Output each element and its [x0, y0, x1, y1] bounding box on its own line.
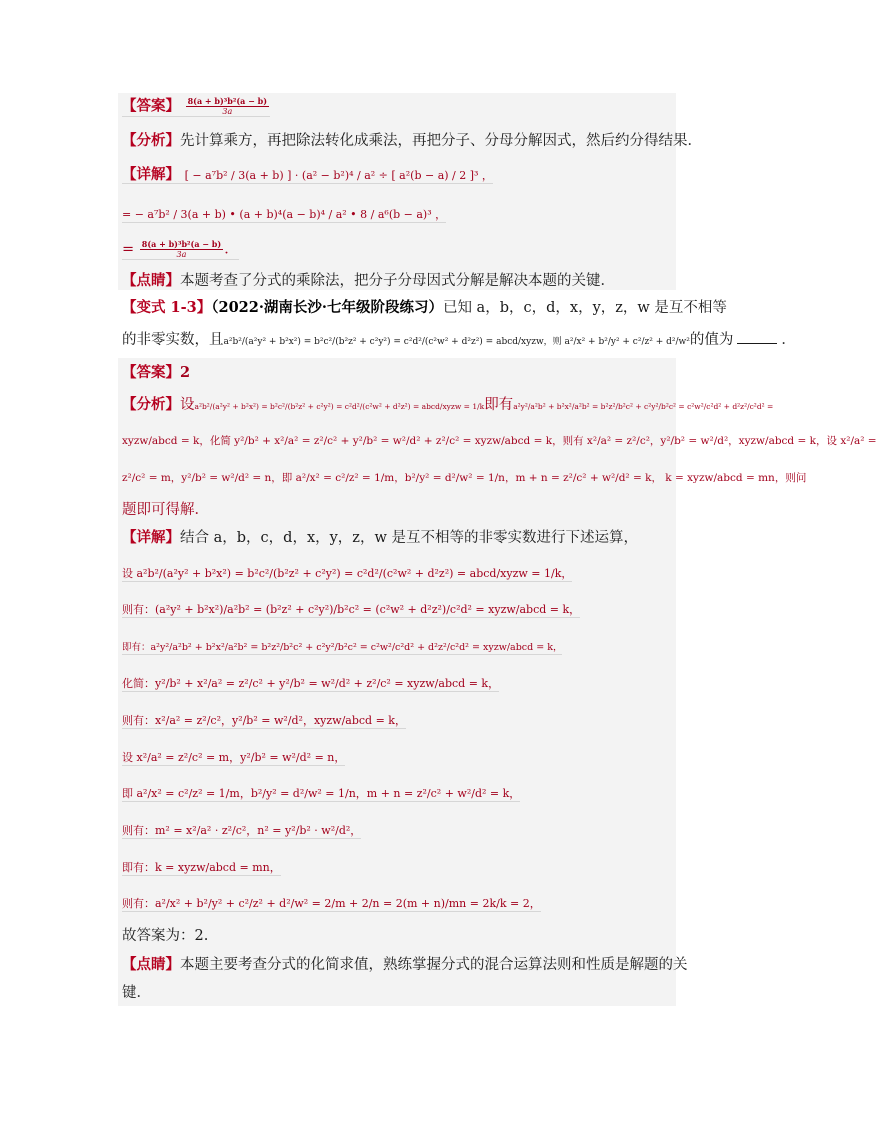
q1-result-fraction: $\frac{\text{8(a + b)³b²(a − b)}}{3a}$	[141, 239, 222, 259]
q2-detail-step4: 化简：y²/b² + x²/a² = z²/c² + y²/b² = w²/d² + z²/c² = xyzw/abcd = k，	[122, 677, 500, 690]
q1-comment-line: 【点睛】本题考查了分式的乘除法，把分子分母因式分解是解决本题的关键．	[122, 272, 615, 289]
q1-detail-step1: 【详解】 [ − a⁷b² / 3(a + b) ] · (a² − b²)⁴ / a² ÷ [ a²(b − a) / 2 ]³ ，	[122, 166, 493, 183]
q1-detail-step3: = $\frac{\text{8(a + b)³b²(a − b)}}{3a}$ ．	[122, 239, 239, 259]
q2-detail-step1: 设 a²b²/(a²y² + b²x²) = b²c²/(b²z² + c²y²) = c²d²/(c²w² + d²z²) = abcd/xyzw = 1/k，	[122, 567, 573, 580]
q2-detail-step2: 则有：(a²y² + b²x²)/a²b² = (b²z² + c²y²)/b²c² = (c²w² + d²z²)/c²d² = xyzw/abcd = k，	[122, 603, 581, 616]
q2-stem-line2: 的非零实数，且a²b²/(a²y² + b²x²) = b²c²/(b²z² + c²y²) = c²d²/(c²w² + d²z²) = abcd/xyzw，则 a²/x² + b²/y² + c²/z² + d²/w²的值为 ．	[122, 332, 796, 348]
q1-detail-step2: = − a⁷b² / 3(a + b) • (a + b)⁴(a − b)⁴ / a² • 8 / a⁶(b − a)³ ，	[122, 208, 447, 221]
answer-blank[interactable]	[737, 343, 777, 344]
q1-answer-fraction: $\frac{\text{8(a + b)³b²(a − b)}}{3a}$	[187, 96, 268, 116]
q2-detail-step3: 即有：a²y²/a²b² + b²x²/a²b² = b²z²/b²c² + c²y²/b²c² = c²w²/c²d² + d²z²/c²d² = xyzw/abcd = k，	[122, 639, 562, 655]
q2-comment-line2: 键．	[122, 985, 151, 1001]
q2-comment-line1: 【点睛】本题主要考查分式的化简求值，熟练掌握分式的混合运算法则和性质是解题的关	[122, 956, 688, 973]
q2-analysis-line2: xyzw/abcd = k，化简 y²/b² + x²/a² = z²/c² + y²/b² = w²/d² + z²/c² = xyzw/abcd = k，则有 x²/a² = z²/c²，y²/b² = w²/d²，xyzw/abcd = k，设 x²/a² =	[122, 435, 877, 447]
q2-answer-line: 【答案】2	[122, 364, 191, 381]
q2-detail-intro: 【详解】结合 a，b，c，d，x，y，z，w 是互不相等的非零实数进行下述运算，	[122, 529, 638, 546]
q2-detail-step10: 则有：a²/x² + b²/y² + c²/z² + d²/w² = 2/m + 2/n = 2(m + n)/mn = 2k/k = 2，	[122, 897, 541, 910]
q2-detail-step7: 即 a²/x² = c²/z² = 1/m，b²/y² = d²/w² = 1/n，m + n = z²/c² + w²/d² = k，	[122, 787, 521, 800]
q2-detail-step6: 设 x²/a² = z²/c² = m，y²/b² = w²/d² = n，	[122, 751, 346, 764]
q2-analysis-line1: 【分析】设a²b²/(a²y² + b²x²) = b²c²/(b²z² + c²y²) = c²d²/(c²w² + d²z²) = abcd/xyzw = 1/k即有a²y²/a²b² + b²x²/a²b² = b²z²/b²c² + c²y²/b²c² = c²w²/c²d² + d²z²/c²d² =	[122, 396, 774, 413]
q1-analysis-line: 【分析】先计算乘方，再把除法转化成乘法，再把分子、分母分解因式，然后约分得结果．	[122, 132, 702, 149]
section-background-q1	[118, 93, 676, 290]
q2-analysis-line3: z²/c² = m，y²/b² = w²/d² = n，即 a²/x² = c²/z² = 1/m，b²/y² = d²/w² = 1/n，m + n = z²/c² + w²/d² = k， k = xyzw/abcd = mn，则问	[122, 472, 807, 484]
q2-stem-line1: 【变式 1-3】（2022·湖南长沙·七年级阶段练习）已知 a，b，c，d，x，y，z，w 是互不相等	[122, 299, 727, 316]
q2-detail-step8: 则有：m² = x²/a² · z²/c²，n² = y²/b² · w²/d²，	[122, 824, 362, 837]
q2-analysis-line4: 题即可得解．	[122, 502, 209, 518]
q1-answer-line: 【答案】 $\frac{\text{8(a + b)³b²(a − b)}}{3a}$	[122, 97, 270, 117]
q2-detail-step9: 即有：k = xyzw/abcd = mn，	[122, 861, 281, 874]
q2-final-answer: 故答案为：2.	[122, 928, 209, 944]
q2-detail-step5: 则有：x²/a² = z²/c²，y²/b² = w²/d²，xyzw/abcd = k，	[122, 714, 406, 727]
